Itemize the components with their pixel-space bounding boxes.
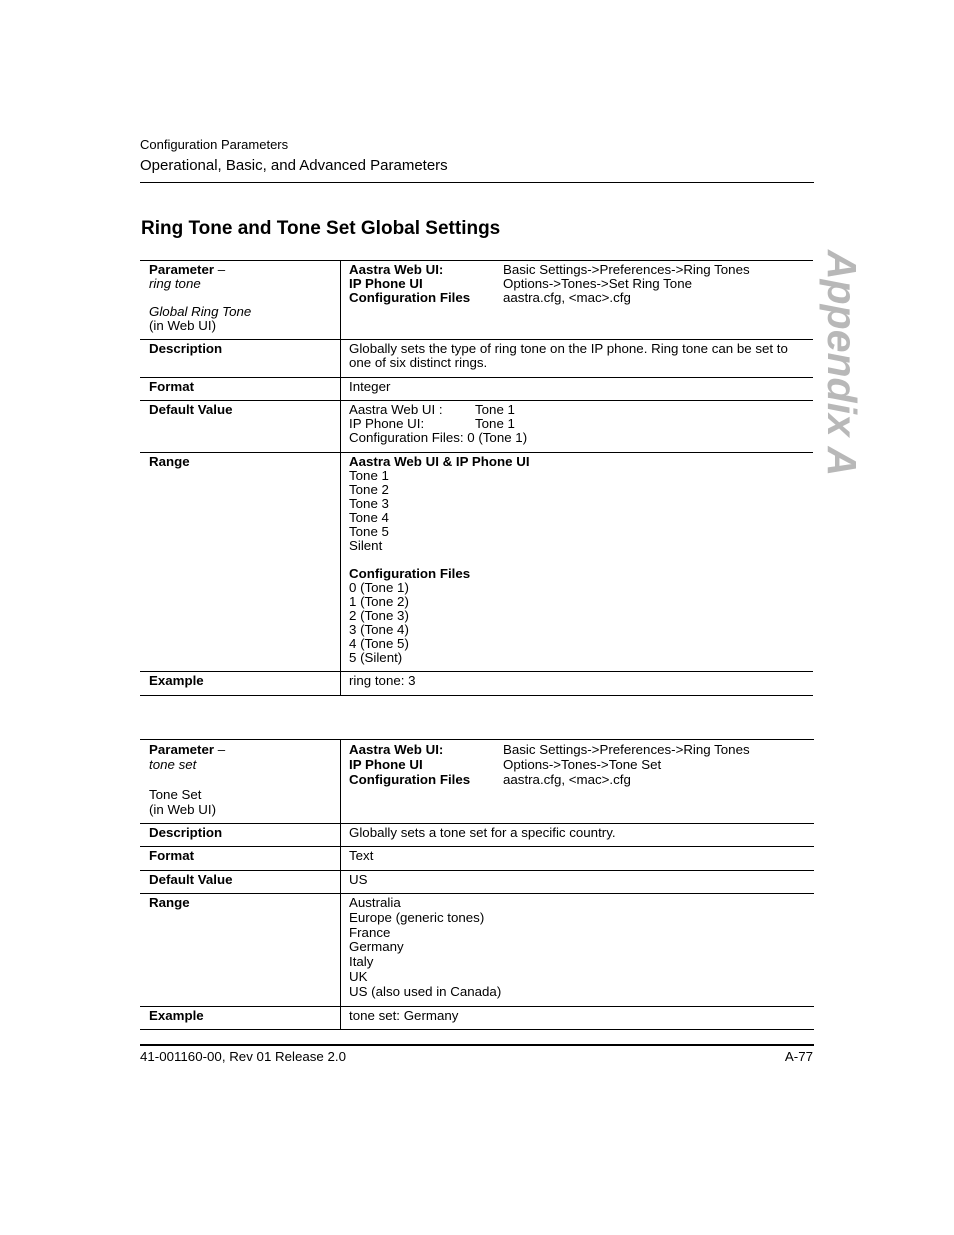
description-label: Description xyxy=(140,824,341,847)
section-title: Ring Tone and Tone Set Global Settings xyxy=(141,218,501,239)
default-value-label: Default Value xyxy=(140,871,341,894)
ip-phone-ui-label: IP Phone UI xyxy=(349,276,423,291)
parameter-label-cell xyxy=(140,261,341,340)
range-label: Range xyxy=(140,894,341,1007)
range-ui-item: Tone 5 xyxy=(349,524,389,539)
default-config-label: Configuration Files: xyxy=(349,430,464,445)
range-ui-item: Tone 1 xyxy=(349,468,389,483)
range-cfg-item: 1 (Tone 2) xyxy=(349,594,409,609)
web-ui-suffix: (in Web UI) xyxy=(149,802,216,817)
format-value: Integer xyxy=(341,378,814,401)
range-item: UK xyxy=(349,968,368,984)
range-label: Range xyxy=(140,453,341,672)
range-item: Australia xyxy=(349,895,401,910)
range-row xyxy=(140,894,814,1007)
example-label: Example xyxy=(140,1006,341,1029)
default-config-value: 0 (Tone 1) xyxy=(467,430,528,445)
default-web-label: Aastra Web UI : xyxy=(349,402,443,417)
footer-page-number: A-77 xyxy=(784,1049,813,1064)
description-row xyxy=(140,340,813,378)
range-cfg-item: 4 (Tone 5) xyxy=(349,636,409,651)
default-value-row xyxy=(140,871,814,894)
ring-tone-table xyxy=(140,260,813,696)
range-ui-item: Tone 2 xyxy=(349,482,389,497)
range-cfg-item: 0 (Tone 1) xyxy=(349,580,409,595)
running-header-section: Operational, Basic, and Advanced Parameters xyxy=(140,157,448,174)
format-label: Format xyxy=(140,378,341,401)
running-header-chapter: Configuration Parameters xyxy=(140,137,289,152)
aastra-web-ui-label: Aastra Web UI: xyxy=(349,262,444,277)
tone-set-table xyxy=(140,739,814,1030)
parameter-dash: – xyxy=(214,262,226,277)
web-ui-suffix: (in Web UI) xyxy=(149,318,216,333)
web-ui-name: Tone Set xyxy=(149,787,202,802)
aastra-web-ui-path: Basic Settings->Preferences->Ring Tones xyxy=(503,262,750,277)
default-web-value: Tone 1 xyxy=(475,402,515,417)
description-label: Description xyxy=(140,340,341,378)
parameter-paths-cell xyxy=(341,740,815,824)
aastra-web-ui-path: Basic Settings->Preferences->Ring Tones xyxy=(503,742,750,757)
configuration-files-path: aastra.cfg, <mac>.cfg xyxy=(503,772,631,787)
footer-rule xyxy=(140,1044,814,1046)
default-phone-value: Tone 1 xyxy=(475,416,515,431)
format-value: Text xyxy=(341,847,815,871)
range-cell xyxy=(341,894,815,1007)
configuration-files-label: Configuration Files xyxy=(349,772,471,787)
default-value-cell xyxy=(341,401,814,453)
parameter-dash: – xyxy=(214,742,226,757)
format-label: Format xyxy=(140,847,341,871)
configuration-files-label: Configuration Files xyxy=(349,290,471,305)
appendix-side-tab: Appendix A xyxy=(819,250,865,477)
range-cell xyxy=(341,453,814,672)
range-ui-item: Tone 4 xyxy=(349,510,389,525)
aastra-web-ui-label: Aastra Web UI: xyxy=(349,742,444,757)
range-row xyxy=(140,453,813,672)
description-value: Globally sets a tone set for a specific country. xyxy=(341,824,815,847)
default-value-label: Default Value xyxy=(140,401,341,453)
parameter-name: tone set xyxy=(149,757,197,772)
range-ui-item: Tone 3 xyxy=(349,496,389,511)
parameter-label: Parameter xyxy=(149,742,215,757)
ip-phone-ui-path: Options->Tones->Set Ring Tone xyxy=(503,276,692,291)
example-row xyxy=(140,1006,814,1029)
range-item: Germany xyxy=(349,939,404,955)
description-row xyxy=(140,824,814,847)
footer-doc-id: 41-001160-00, Rev 01 Release 2.0 xyxy=(140,1049,346,1064)
default-phone-label: IP Phone UI: xyxy=(349,416,425,431)
ip-phone-ui-label: IP Phone UI xyxy=(349,757,423,772)
range-cfg-item: 5 (Silent) xyxy=(349,650,403,665)
parameter-label: Parameter xyxy=(149,262,215,277)
range-ui-item: Silent xyxy=(349,538,383,553)
range-item: France xyxy=(349,924,391,940)
example-label: Example xyxy=(140,672,341,696)
parameter-name: ring tone xyxy=(149,276,201,291)
range-cfg-item: 2 (Tone 3) xyxy=(349,608,409,623)
parameter-row xyxy=(140,261,813,340)
range-item: Europe (generic tones) xyxy=(349,909,485,925)
range-item: US (also used in Canada) xyxy=(349,983,502,999)
example-row xyxy=(140,672,813,696)
web-ui-name: Global Ring Tone xyxy=(149,304,252,319)
parameter-paths-cell xyxy=(341,261,814,340)
format-row xyxy=(140,847,814,871)
ip-phone-ui-path: Options->Tones->Tone Set xyxy=(503,757,662,772)
header-rule xyxy=(140,182,814,183)
format-row xyxy=(140,378,813,401)
example-value: tone set: Germany xyxy=(341,1006,815,1029)
default-value-value: US xyxy=(341,871,815,894)
range-ui-heading: Aastra Web UI & IP Phone UI xyxy=(349,454,530,469)
range-item: Italy xyxy=(349,954,374,970)
range-cfg-item: 3 (Tone 4) xyxy=(349,622,409,637)
description-value: Globally sets the type of ring tone on the IP phone. Ring tone can be set to one of six distinct rings. xyxy=(341,340,814,378)
parameter-label-cell xyxy=(140,740,341,824)
range-cfg-heading: Configuration Files xyxy=(349,566,471,581)
configuration-files-path: aastra.cfg, <mac>.cfg xyxy=(503,290,631,305)
parameter-row xyxy=(140,740,814,824)
default-value-row xyxy=(140,401,813,453)
example-value: ring tone: 3 xyxy=(341,672,814,696)
